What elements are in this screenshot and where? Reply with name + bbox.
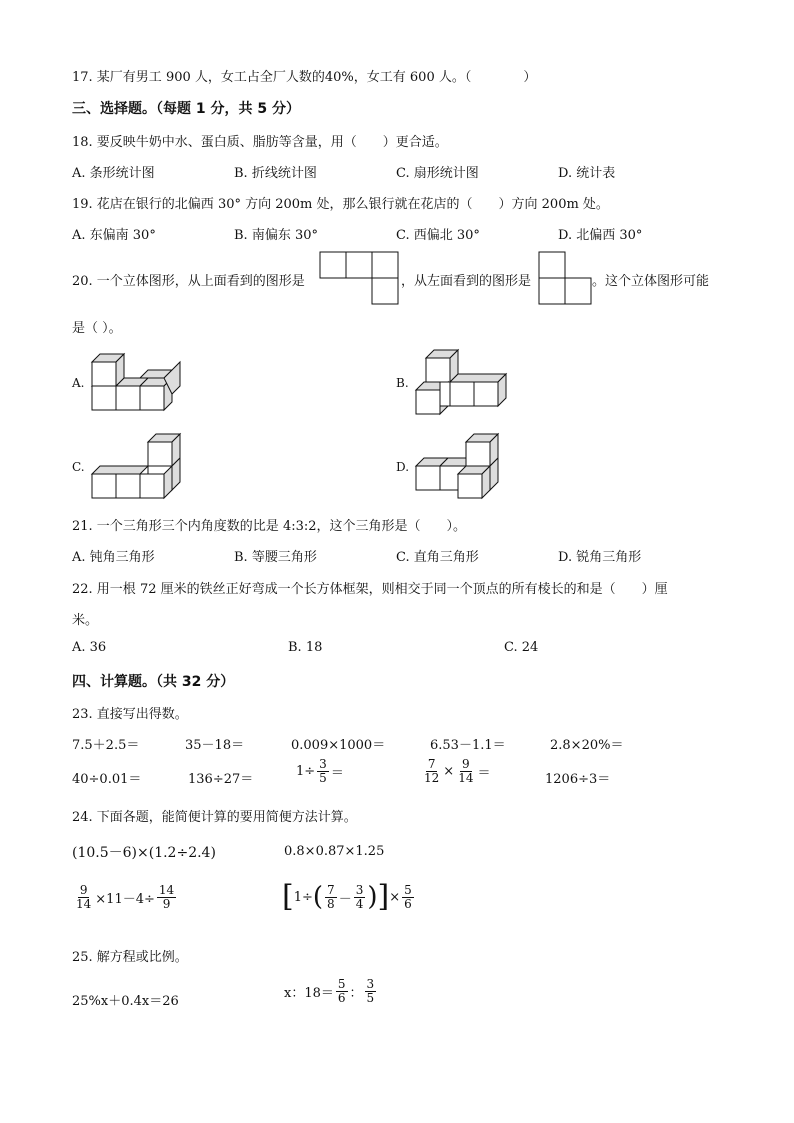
q23-item-4: 6.53－1.1＝	[430, 738, 506, 753]
fraction: $\frac{3}{5}$	[366, 977, 375, 1005]
left-view-figure	[539, 252, 593, 306]
q25-equation-2: x：18＝ $\frac{5}{6}$ ： $\frac{3}{5}$	[284, 977, 375, 1005]
q21-option-c[interactable]: C. 直角三角形	[396, 550, 479, 565]
fraction: $\frac{9}{14}$	[458, 757, 474, 785]
fraction: $\frac{9}{14}$	[76, 883, 92, 911]
fraction: $\frac{3}{5}$	[319, 757, 327, 785]
question-23: 23. 直接写出得数。	[72, 707, 188, 722]
question-19: 19. 花店在银行的北偏西 30° 方向 200m 处，那么银行就在花店的（ ）方向 200m 处。	[72, 197, 609, 212]
q18-option-a[interactable]: A. 条形统计图	[72, 166, 155, 181]
q23-item-2: 35－18＝	[185, 738, 245, 753]
q19-option-d[interactable]: D. 北偏西 30°	[558, 228, 643, 243]
q22-option-b[interactable]: B. 18	[288, 640, 323, 655]
question-22-line2: 米。	[72, 613, 99, 628]
q20-option-c-label[interactable]: C.	[72, 460, 85, 474]
q19-option-c[interactable]: C. 西偏北 30°	[396, 228, 480, 243]
left-bracket: [	[282, 879, 294, 914]
top-view-figure	[320, 252, 400, 306]
fraction: $\frac{3}{4}$	[355, 882, 364, 911]
q24-expr-1: (10.5－6)×(1.2÷2.4)	[72, 845, 216, 861]
q25-equation-1: 25%x＋0.4x＝26	[72, 994, 179, 1009]
q24-expr-4: [ 1÷ ( $\frac{7}{8}$ － $\frac{3}{4}$ ) ] × $\frac{5}{6}$	[282, 879, 412, 914]
question-21: 21. 一个三角形三个内角度数的比是 4:3:2，这个三角形是（ ）。	[72, 519, 467, 534]
q19-option-a[interactable]: A. 东偏南 30°	[72, 228, 156, 243]
q21-option-b[interactable]: B. 等腰三角形	[234, 550, 317, 565]
q23-item-5: 2.8×20%＝	[550, 738, 624, 753]
question-18: 18. 要反映牛奶中水、蛋白质、脂肪等含量，用（ ）更合适。	[72, 135, 448, 150]
q20-option-b-label[interactable]: B.	[396, 376, 409, 390]
q20-option-c-figure[interactable]	[92, 432, 192, 500]
question-20-part1: 20. 一个立体图形，从上面看到的图形是	[72, 274, 305, 289]
question-24: 24. 下面各题，能简便计算的要用简便方法计算。	[72, 810, 357, 825]
q18-option-c[interactable]: C. 扇形统计图	[396, 166, 479, 181]
q23-item-7: 136÷27＝	[188, 772, 254, 787]
q24-expr-3: $\frac{9}{14}$ ×11－4÷ $\frac{14}{9}$	[76, 883, 175, 911]
q23-item-10: 1206÷3＝	[545, 772, 611, 787]
q19-option-b[interactable]: B. 南偏东 30°	[234, 228, 318, 243]
question-20-part2: ，从左面看到的图形是	[401, 274, 532, 289]
fraction: $\frac{5}{6}$	[404, 882, 412, 911]
q23-item-1: 7.5＋2.5＝	[72, 738, 140, 753]
fraction: $\frac{7}{8}$	[327, 882, 335, 911]
question-22-line1: 22. 用一根 72 厘米的铁丝正好弯成一个长方体框架，则相交于同一个顶点的所有棱长的和是（ ）厘	[72, 582, 668, 597]
q24-expr-2: 0.8×0.87×1.25	[284, 844, 385, 859]
q21-option-d[interactable]: D. 锐角三角形	[558, 550, 642, 565]
q20-option-d-label[interactable]: D.	[396, 460, 410, 474]
q21-option-a[interactable]: A. 钝角三角形	[72, 550, 155, 565]
q23-item-6: 40÷0.01＝	[72, 772, 142, 787]
fraction: $\frac{5}{6}$	[337, 977, 346, 1005]
question-25: 25. 解方程或比例。	[72, 950, 188, 965]
q20-option-b-figure[interactable]	[416, 350, 516, 416]
q20-option-d-figure[interactable]	[416, 432, 516, 500]
q18-option-d[interactable]: D. 统计表	[558, 166, 616, 181]
question-20-line2: 是（ ）。	[72, 321, 122, 336]
q18-option-b[interactable]: B. 折线统计图	[234, 166, 317, 181]
q23-item-3: 0.009×1000＝	[291, 738, 386, 753]
q22-option-a[interactable]: A. 36	[72, 640, 107, 655]
q23-item-9: $\frac{7}{12}$ × $\frac{9}{14}$ ＝	[424, 757, 491, 785]
question-17: 17. 某厂有男工 900 人，女工占全厂人数的40%，女工有 600 人。（ ）	[72, 70, 537, 85]
fraction: $\frac{14}{9}$	[158, 883, 175, 911]
right-bracket: ]	[377, 879, 390, 914]
section-3-heading: 三、选择题。（每题 1 分，共 5 分）	[72, 101, 300, 117]
section-4-heading: 四、计算题。（共 32 分）	[72, 674, 235, 690]
q20-option-a-label[interactable]: A.	[72, 376, 85, 390]
q20-option-a-figure[interactable]	[92, 352, 192, 414]
q23-item-8: 1÷ $\frac{3}{5}$ ＝	[296, 757, 344, 785]
question-20-part3: 。这个立体图形可能	[592, 274, 710, 289]
fraction: $\frac{7}{12}$	[424, 757, 440, 785]
q22-option-c[interactable]: C. 24	[504, 640, 539, 655]
